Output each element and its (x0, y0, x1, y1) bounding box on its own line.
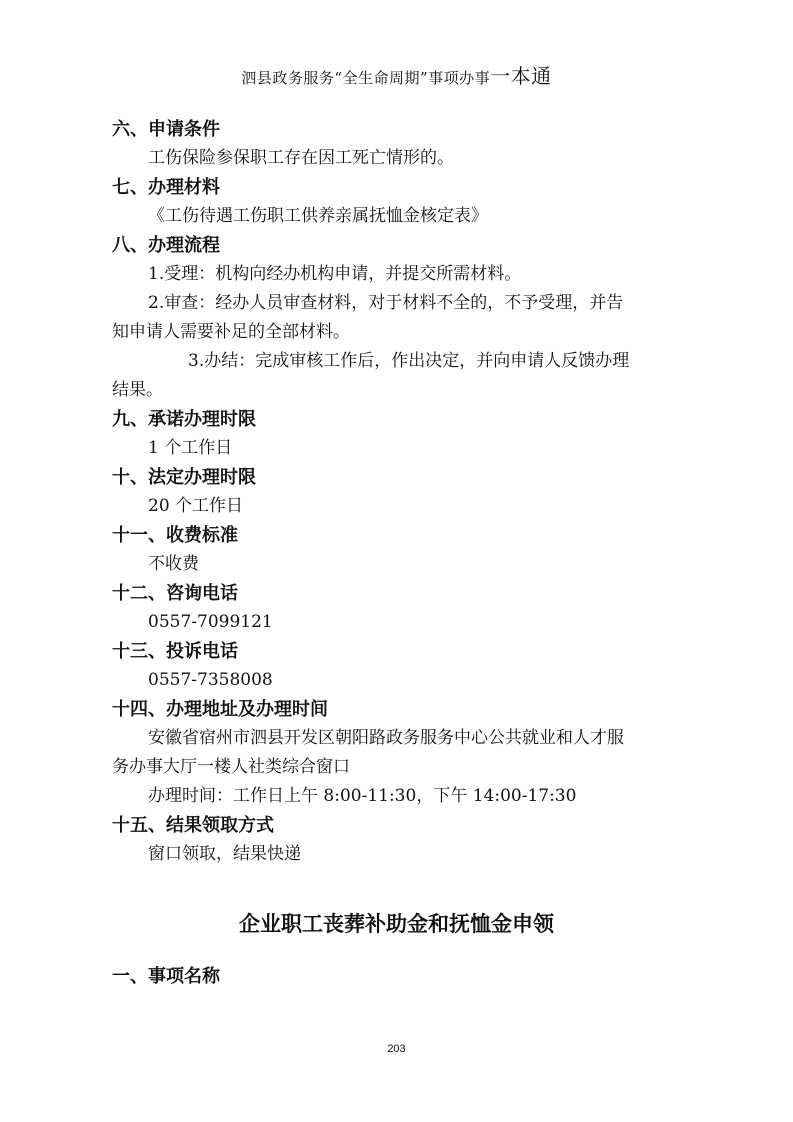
phone-number: 0557-7358008 (148, 670, 273, 690)
section-heading: 八、办理流程 (112, 235, 220, 256)
page-header (0, 60, 793, 89)
section-heading: 十二、咨询电话 (112, 583, 238, 604)
process-step: 3.办结：完成审核工作后，作出决定，并向申请人反馈办理 (188, 351, 630, 371)
phone-number: 0557-7099121 (148, 612, 273, 632)
page-number: 203 (387, 1043, 406, 1055)
process-step: 2.审查：经办人员审查材料，对于材料不全的，不予受理，并告 (148, 293, 624, 313)
section-heading: 十五、结果领取方式 (112, 815, 274, 836)
document-body (112, 112, 682, 869)
section-text: 窗口领取，结果快递 (148, 844, 301, 864)
process-step: 1.受理：机构向经办机构申请，并提交所需材料。 (148, 264, 522, 284)
address-text-continued: 务办事大厅一楼人社类综合窗口 (112, 757, 350, 777)
section-heading: 十四、办理地址及办理时间 (112, 699, 328, 720)
next-item-title: 企业职工丧葬补助金和抚恤金申领 (239, 912, 554, 936)
section-text: 《工伤待遇工伤职工供养亲属抚恤金核定表》 (148, 206, 488, 226)
section-heading: 六、申请条件 (112, 119, 220, 140)
section-heading: 九、承诺办理时限 (112, 409, 256, 430)
section-heading: 七、办理材料 (112, 177, 220, 198)
section-text: 不收费 (148, 554, 199, 574)
section-heading: 十三、投诉电话 (112, 641, 238, 662)
address-text: 安徽省宿州市泗县开发区朝阳路政务服务中心公共就业和人才服 (148, 728, 624, 748)
process-step-continued: 知申请人需要补足的全部材料。 (112, 322, 350, 342)
office-hours: 办理时间：工作日上午 8:00-11:30，下午 14:00-17:30 (148, 786, 577, 806)
section-text: 工伤保险参保职工存在因工死亡情形的。 (148, 148, 454, 168)
process-step-continued: 结果。 (112, 380, 163, 400)
header-text: 泗县政务服务“全生命周期”事项办事 (241, 69, 491, 87)
section-heading: 十、法定办理时限 (112, 467, 256, 488)
header-emphasis: 一本通 (490, 64, 552, 88)
section-heading: 十一、收费标准 (112, 525, 238, 546)
section-text: 20 个工作日 (148, 496, 244, 516)
section-heading: 一、事项名称 (112, 966, 220, 987)
section-text: 1 个工作日 (148, 438, 233, 458)
